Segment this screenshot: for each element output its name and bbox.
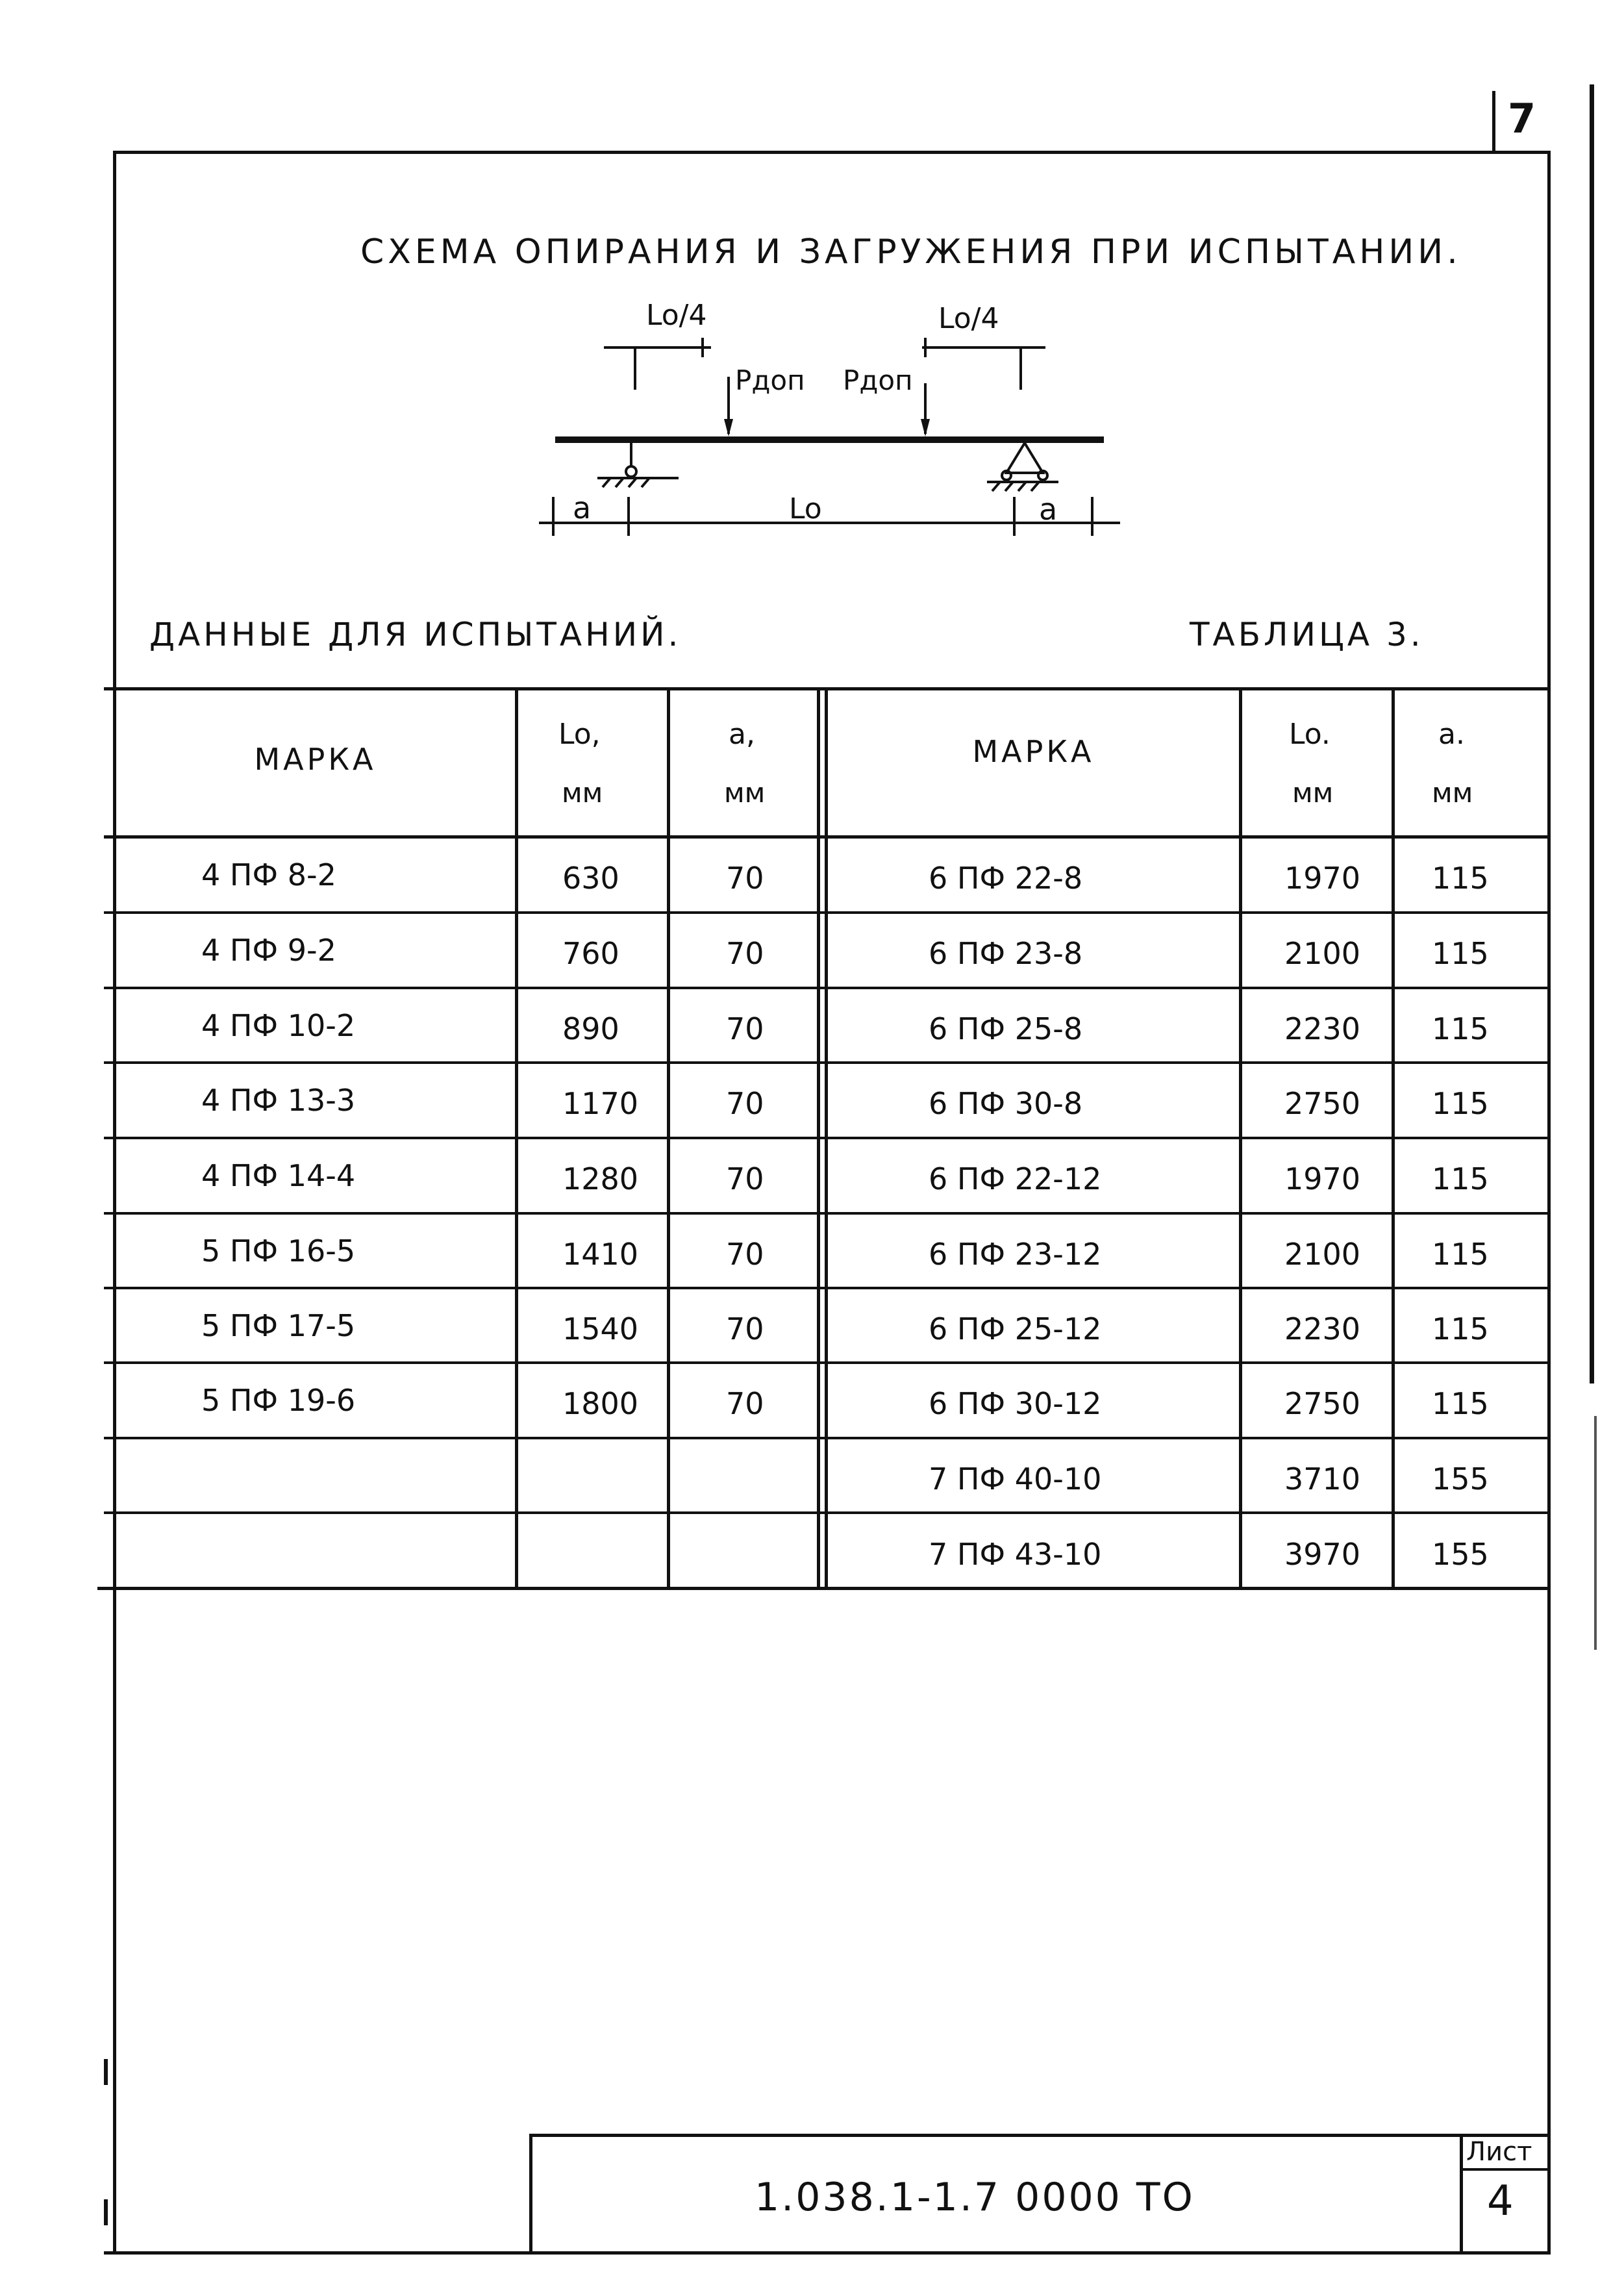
cell-mark-2: 7 ПФ 43-10 — [929, 1537, 1102, 1572]
label-lo-quarter-right: Lo/4 — [938, 302, 999, 335]
cell-a: 70 — [726, 1386, 764, 1421]
table-caption: ДАННЫЕ ДЛЯ ИСПЫТАНИЙ. — [149, 616, 682, 653]
cell-a-2: 115 — [1432, 1386, 1489, 1421]
cell-lo: 1540 — [562, 1311, 639, 1346]
cell-a: 70 — [726, 1237, 764, 1272]
cell-mark-2: 6 ПФ 22-12 — [929, 1161, 1102, 1196]
header-lo-unit-2: мм — [1292, 777, 1334, 809]
stamp-sheet-divider — [1460, 2134, 1463, 2255]
sheet-number: 4 — [1487, 2177, 1514, 2225]
sheet-label: Лист — [1466, 2137, 1532, 2167]
label-overhang-left: a — [573, 490, 592, 525]
cell-lo-2: 2230 — [1284, 1011, 1361, 1046]
cell-a: 70 — [726, 1011, 764, 1046]
table-col-rule-double — [817, 687, 820, 1590]
header-a-unit-2: мм — [1432, 777, 1473, 809]
cell-mark-2: 6 ПФ 22-8 — [929, 861, 1083, 896]
cell-mark: 4 ПФ 13-3 — [201, 1083, 356, 1118]
table-col-rule — [1239, 687, 1242, 1590]
document-code: 1.038.1-1.7 0000 ТО — [755, 2175, 1195, 2220]
stamp-sheet-label-rule — [1460, 2168, 1551, 2171]
cell-a: 70 — [726, 1086, 764, 1121]
table-col-rule — [515, 687, 518, 1590]
cell-a-2: 115 — [1432, 936, 1489, 971]
cell-mark: 4 ПФ 10-2 — [201, 1008, 356, 1043]
cell-a: 70 — [726, 1311, 764, 1346]
cell-lo: 760 — [562, 936, 619, 971]
cell-lo-2: 2100 — [1284, 1237, 1361, 1272]
page-title: СХЕМА ОПИРАНИЯ И ЗАГРУЖЕНИЯ ПРИ ИСПЫТАНИИ. — [360, 233, 1462, 272]
cell-a-2: 155 — [1432, 1461, 1489, 1497]
header-mark: МАРКА — [254, 742, 377, 777]
cell-mark: 5 ПФ 17-5 — [201, 1308, 356, 1343]
cell-mark: 4 ПФ 9-2 — [201, 933, 336, 968]
label-load-right: Pдоп — [843, 364, 913, 396]
cell-a-2: 115 — [1432, 1161, 1489, 1196]
cell-lo: 1410 — [562, 1237, 639, 1272]
cell-mark-2: 6 ПФ 25-8 — [929, 1011, 1083, 1046]
cell-a-2: 115 — [1432, 1086, 1489, 1121]
header-lo-symbol-2: Lo. — [1289, 718, 1330, 751]
header-lo-unit: мм — [562, 777, 603, 809]
cell-lo-2: 3710 — [1284, 1461, 1361, 1497]
table-col-rule — [667, 687, 670, 1590]
cell-mark-2: 6 ПФ 25-12 — [929, 1311, 1102, 1346]
label-span: Lo — [789, 492, 822, 525]
header-lo-symbol: Lo, — [558, 718, 601, 751]
cell-a-2: 155 — [1432, 1537, 1489, 1572]
cell-a-2: 115 — [1432, 1237, 1489, 1272]
cell-lo-2: 1970 — [1284, 861, 1361, 896]
cell-a-2: 115 — [1432, 861, 1489, 896]
cell-lo: 630 — [562, 861, 619, 896]
cell-a: 70 — [726, 861, 764, 896]
stamp-top — [529, 2134, 1551, 2137]
cell-lo-2: 1970 — [1284, 1161, 1361, 1196]
cell-a-2: 115 — [1432, 1011, 1489, 1046]
table-col-rule — [1392, 687, 1395, 1590]
cell-lo-2: 2100 — [1284, 936, 1361, 971]
table-number: ТАБЛИЦА 3. — [1190, 616, 1424, 653]
cell-mark-2: 7 ПФ 40-10 — [929, 1461, 1102, 1497]
cell-mark-2: 6 ПФ 23-8 — [929, 936, 1083, 971]
cell-mark: 5 ПФ 16-5 — [201, 1233, 356, 1269]
margin-tick — [104, 2199, 108, 2225]
cell-lo: 1280 — [562, 1161, 639, 1196]
table-rule-bottom — [97, 1587, 1551, 1590]
cell-a: 70 — [726, 936, 764, 971]
cell-mark-2: 6 ПФ 30-12 — [929, 1386, 1102, 1421]
cell-mark-2: 6 ПФ 30-8 — [929, 1086, 1083, 1121]
margin-tick — [104, 2059, 108, 2085]
label-load-left: Pдоп — [735, 364, 805, 396]
cell-lo: 1170 — [562, 1086, 639, 1121]
header-a-unit: мм — [724, 777, 766, 809]
cell-mark: 4 ПФ 8-2 — [201, 857, 336, 892]
table-col-rule-double — [825, 687, 828, 1590]
cell-a: 70 — [726, 1161, 764, 1196]
cell-lo-2: 2750 — [1284, 1386, 1361, 1421]
header-a-symbol: a, — [729, 718, 755, 751]
stamp-left — [529, 2134, 532, 2255]
cell-mark: 4 ПФ 14-4 — [201, 1158, 356, 1193]
label-overhang-right: a — [1039, 492, 1058, 527]
cell-lo-2: 2230 — [1284, 1311, 1361, 1346]
cell-lo: 890 — [562, 1011, 619, 1046]
header-mark-2: МАРКА — [972, 734, 1095, 769]
cell-lo: 1800 — [562, 1386, 639, 1421]
cell-lo-2: 3970 — [1284, 1537, 1361, 1572]
cell-lo-2: 2750 — [1284, 1086, 1361, 1121]
label-lo-quarter-left: Lo/4 — [646, 299, 707, 332]
cell-mark: 5 ПФ 19-6 — [201, 1383, 356, 1418]
header-a-symbol-2: a. — [1438, 718, 1465, 751]
sheet-corner-number: 7 — [1508, 95, 1536, 142]
cell-a-2: 115 — [1432, 1311, 1489, 1346]
cell-mark-2: 6 ПФ 23-12 — [929, 1237, 1102, 1272]
